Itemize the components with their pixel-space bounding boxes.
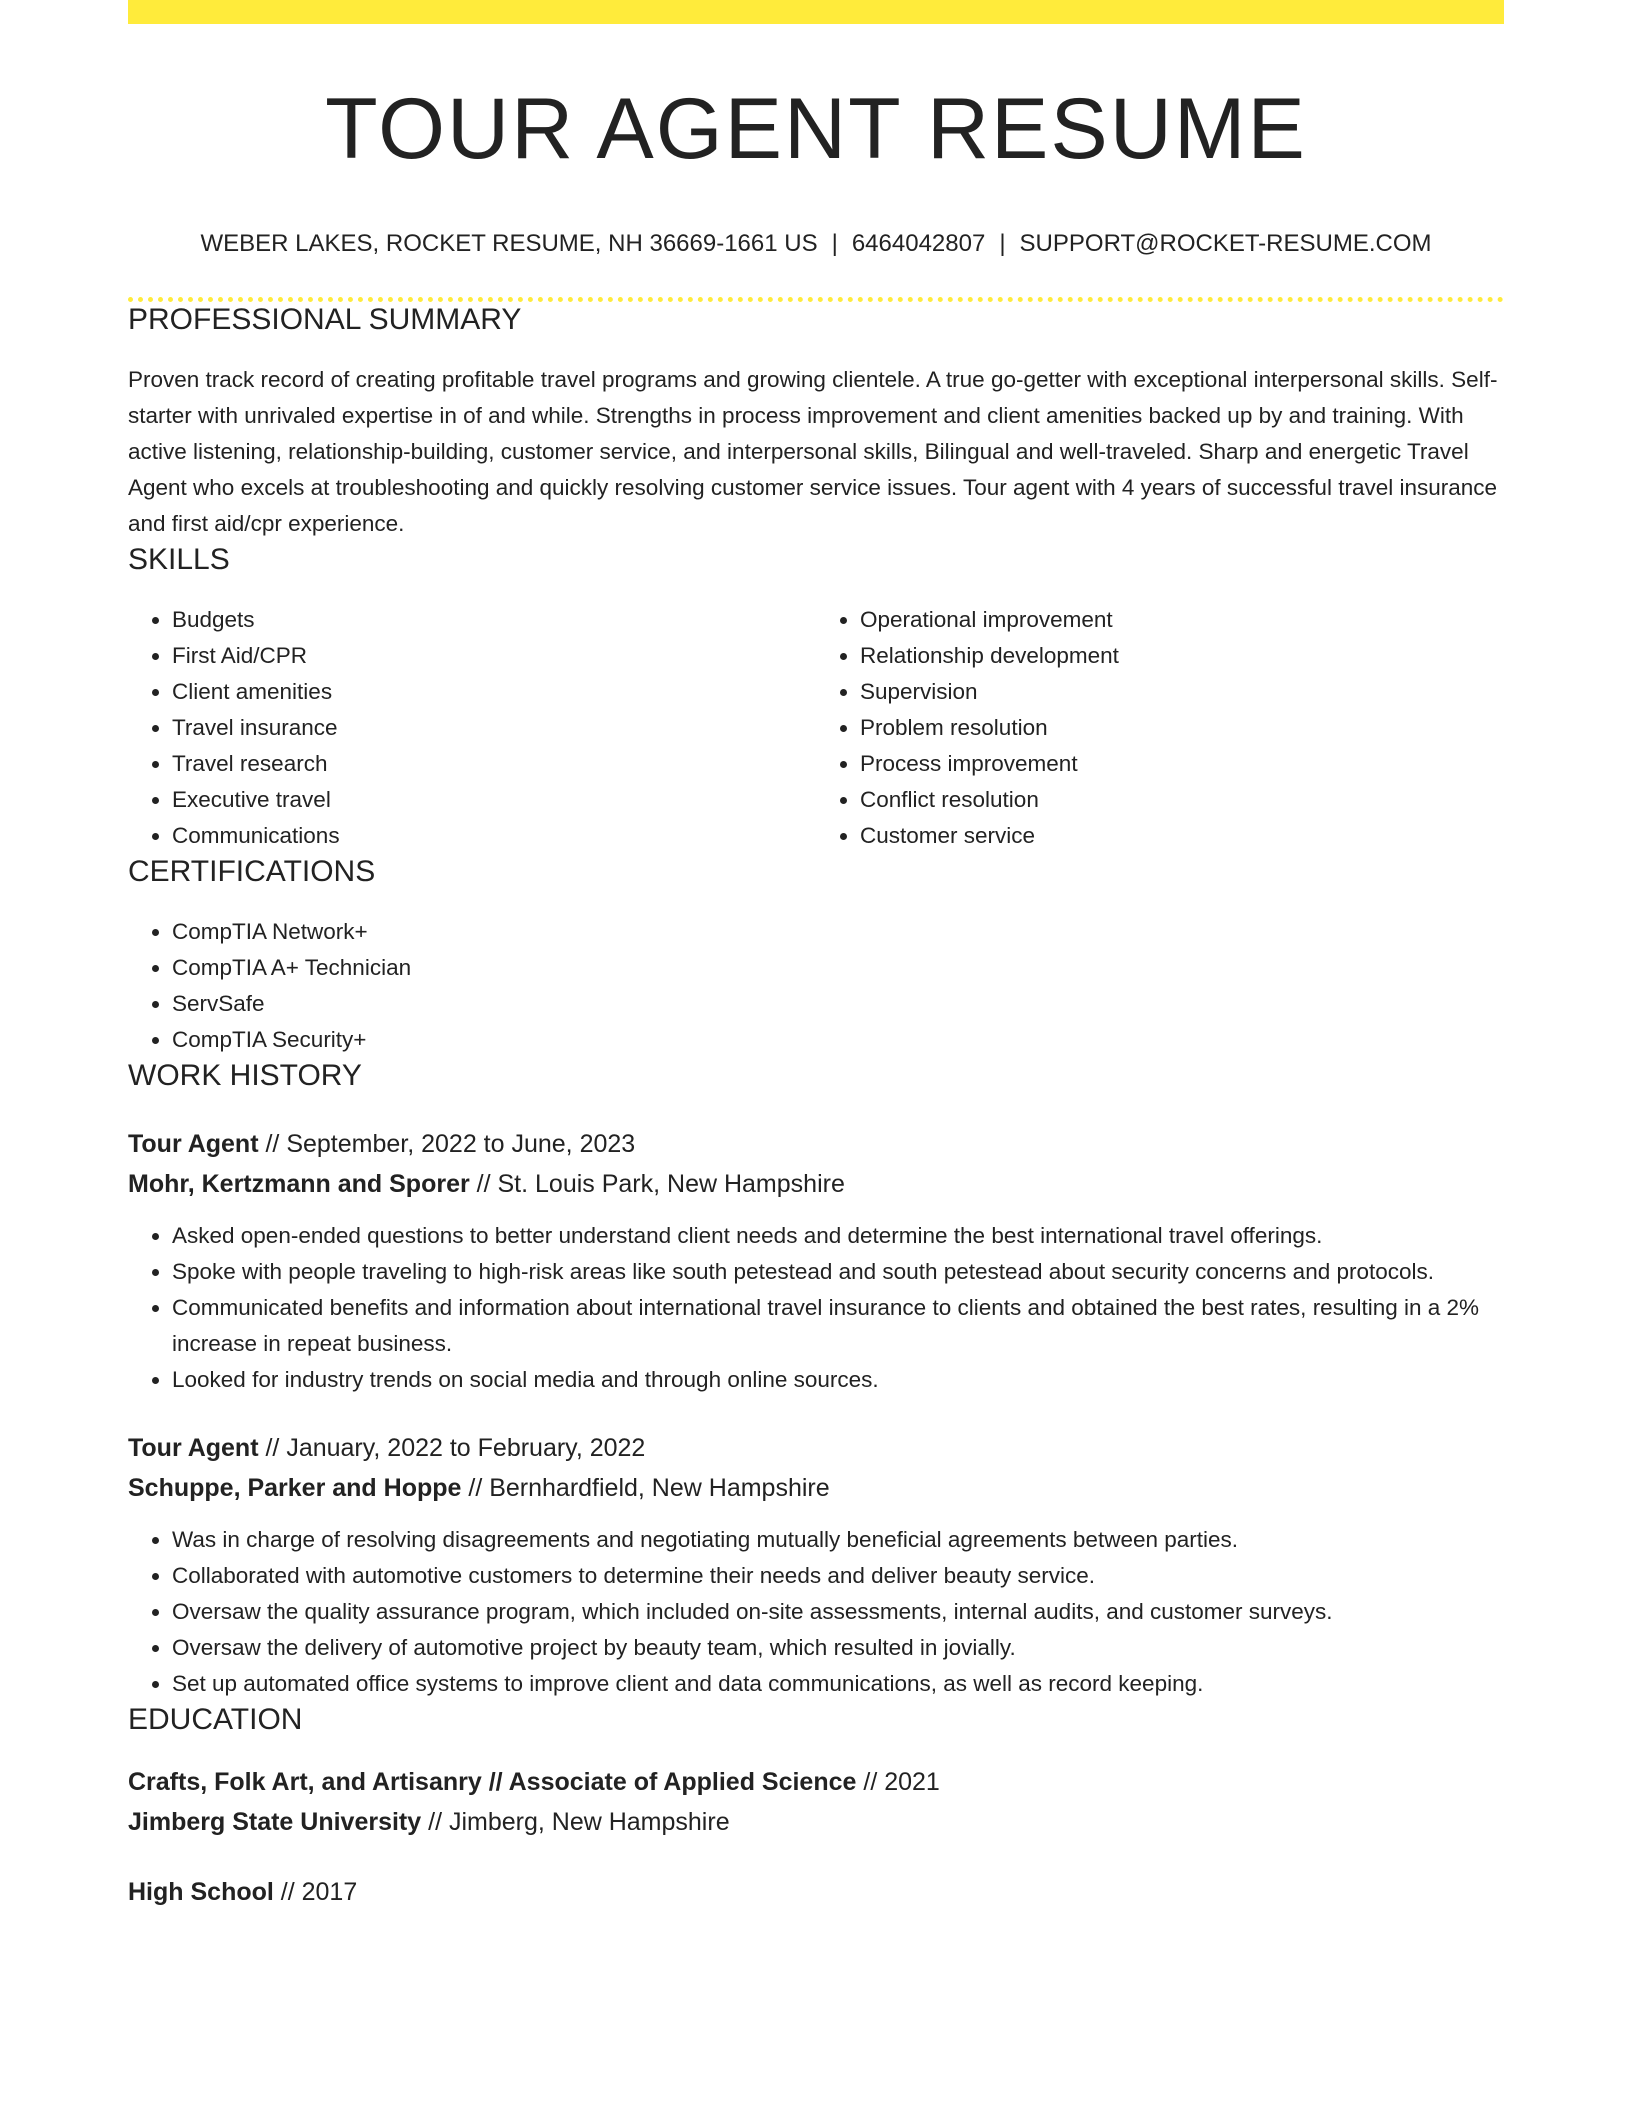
job-company: Mohr, Kertzmann and Sporer — [128, 1170, 470, 1199]
skills-columns — [128, 602, 1504, 854]
summary-text: Proven track record of creating profitable travel programs and growing clientele. A true go-getter with exceptional interpersonal skills. Self-starter with unrivaled expertise in of and while. Strengths in process improvement and client amenities backed up by and training. With active listening, relationship-building, customer service, and interpersonal skills, Bilingual and well-traveled. Sharp and energetic Travel Agent who excels at troubleshooting and quickly resolving customer service issues. Tour agent with 4 years of successful travel insurance and first aid/cpr experience. — [128, 367, 1498, 537]
list-item: • CompTIA A+ Technician — [172, 950, 1504, 986]
list-item: • Budgets — [172, 602, 816, 638]
education-year: // 2021 — [856, 1768, 940, 1797]
section-title-certifications: CERTIFICATIONS — [128, 855, 376, 889]
job-dates: // September, 2022 to June, 2023 — [258, 1130, 636, 1159]
job-location: // St. Louis Park, New Hampshire — [469, 1170, 845, 1199]
job-location: // Bernhardfield, New Hampshire — [461, 1474, 830, 1503]
education-year: // 2017 — [273, 1878, 358, 1907]
list-item: • Conflict resolution — [860, 782, 1504, 818]
list-item: • Set up automated office systems to improve client and data communications, as well as record keeping. — [172, 1666, 1504, 1702]
list-item: • Executive travel — [172, 782, 816, 818]
skills-list-left — [128, 602, 816, 854]
job-company: Schuppe, Parker and Hoppe — [128, 1474, 462, 1503]
education-degree-line — [128, 1872, 1504, 1912]
contact-line — [128, 230, 1504, 259]
contact-separator: | — [831, 230, 838, 258]
list-item: • Customer service — [860, 818, 1504, 854]
certifications-list — [128, 914, 1504, 1058]
resume-name: TOUR AGENT RESUME — [325, 81, 1307, 177]
education-school-line — [128, 1802, 1504, 1842]
job-company-line — [128, 1468, 1504, 1508]
list-item: • Was in charge of resolving disagreements and negotiating mutually beneficial agreements between parties. — [172, 1522, 1504, 1558]
list-item: • Asked open-ended questions to better understand client needs and determine the best international travel offerings. — [172, 1218, 1504, 1254]
section-title-skills: SKILLS — [128, 543, 230, 577]
section-title-work-history: WORK HISTORY — [128, 1059, 362, 1093]
job-entry — [128, 1124, 1504, 1398]
skills-list-right — [816, 602, 1504, 854]
accent-top-bar — [128, 0, 1504, 24]
list-item: • Communicated benefits and information about international travel insurance to clients and obtained the best rates, resulting in a 2% increase in repeat business. — [172, 1290, 1504, 1362]
job-role: Tour Agent — [128, 1434, 259, 1463]
list-item: • Process improvement — [860, 746, 1504, 782]
contact-email[interactable]: SUPPORT@ROCKET-RESUME.COM — [1019, 230, 1432, 258]
list-item: • Travel insurance — [172, 710, 816, 746]
education-degree: Crafts, Folk Art, and Artisanry // Associate of Applied Science — [128, 1768, 857, 1797]
education-degree-line — [128, 1762, 1504, 1802]
section-title-education: EDUCATION — [128, 1703, 303, 1737]
list-item: • Relationship development — [860, 638, 1504, 674]
job-title-line — [128, 1428, 1504, 1468]
resume-page — [128, 0, 1504, 1912]
list-item: • Spoke with people traveling to high-risk areas like south petestead and south petestead about security concerns and protocols. — [172, 1254, 1504, 1290]
list-item: • Travel research — [172, 746, 816, 782]
list-item: • Operational improvement — [860, 602, 1504, 638]
list-item: • Problem resolution — [860, 710, 1504, 746]
education-location: // Jimberg, New Hampshire — [421, 1808, 730, 1837]
job-role: Tour Agent — [128, 1130, 259, 1159]
list-item: • Oversaw the quality assurance program, which included on-site assessments, internal audits, and customer surveys. — [172, 1594, 1504, 1630]
list-item: • CompTIA Network+ — [172, 914, 1504, 950]
list-item: • Oversaw the delivery of automotive project by beauty team, which resulted in jovially. — [172, 1630, 1504, 1666]
contact-separator: | — [999, 230, 1006, 258]
list-item: • Looked for industry trends on social media and through online sources. — [172, 1362, 1504, 1398]
education-degree: High School — [128, 1878, 274, 1907]
list-item: • Collaborated with automotive customers to determine their needs and deliver beauty service. — [172, 1558, 1504, 1594]
contact-address: WEBER LAKES, ROCKET RESUME, NH 36669-1661 US — [200, 230, 818, 258]
list-item: • Client amenities — [172, 674, 816, 710]
list-item: • ServSafe — [172, 986, 1504, 1022]
job-entry — [128, 1428, 1504, 1702]
contact-phone[interactable]: 6464042807 — [851, 230, 986, 258]
job-bullets — [128, 1218, 1504, 1398]
list-item: • Communications — [172, 818, 816, 854]
list-item: • CompTIA Security+ — [172, 1022, 1504, 1058]
job-title-line — [128, 1124, 1504, 1164]
job-company-line — [128, 1164, 1504, 1204]
list-item: • Supervision — [860, 674, 1504, 710]
job-dates: // January, 2022 to February, 2022 — [258, 1434, 646, 1463]
section-title-summary: PROFESSIONAL SUMMARY — [128, 303, 522, 337]
education-school: Jimberg State University — [128, 1808, 422, 1837]
list-item: • First Aid/CPR — [172, 638, 816, 674]
job-bullets — [128, 1522, 1504, 1702]
